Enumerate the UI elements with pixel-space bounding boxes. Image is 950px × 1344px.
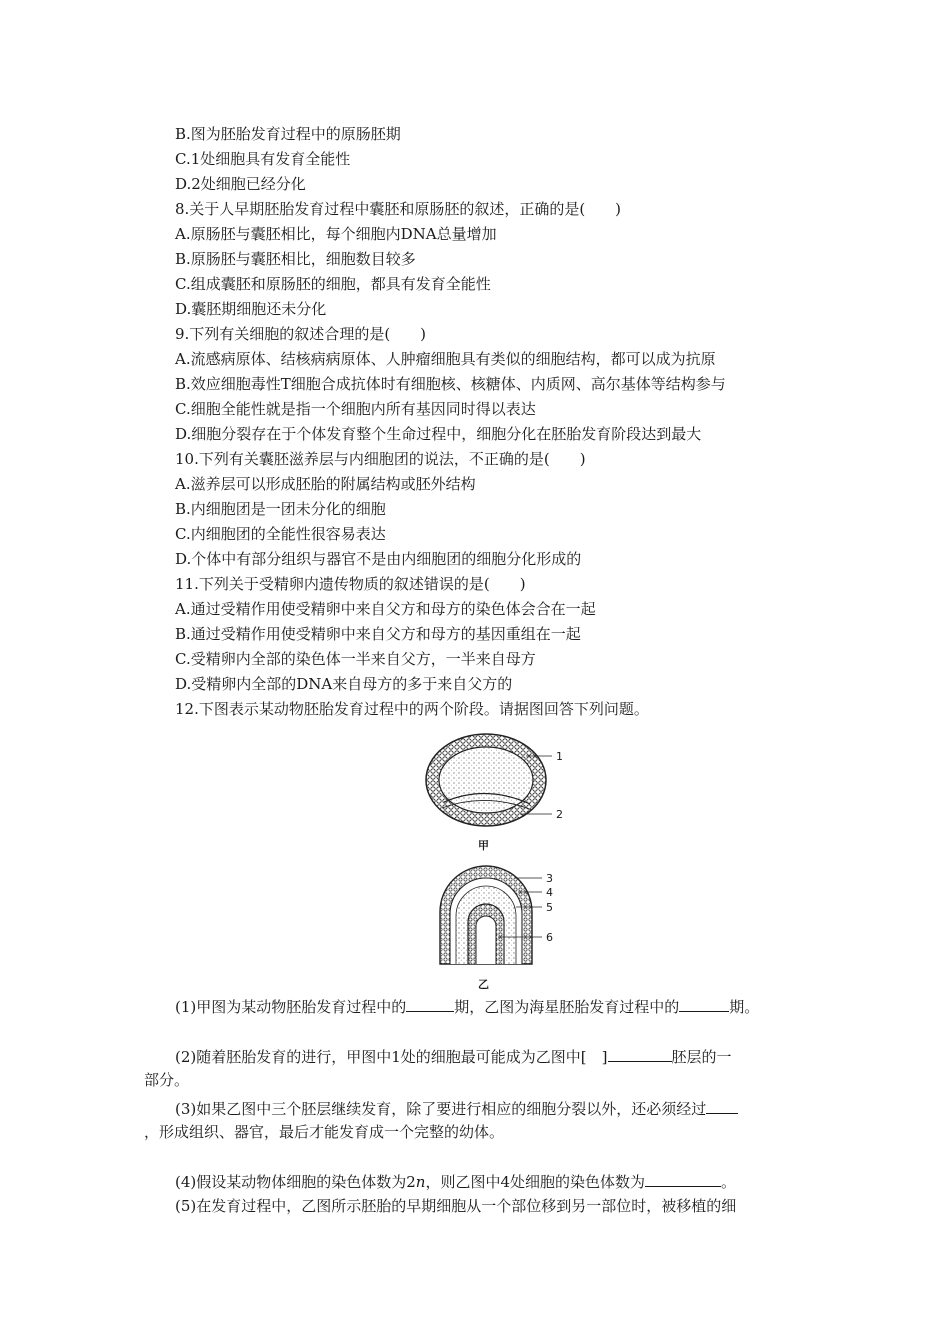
option-line: D.细胞分裂存在于个体发育整个生命过程中，细胞分化在胚胎发育阶段达到最大	[175, 425, 702, 443]
option-line: C.受精卵内全部的染色体一半来自父方，一半来自母方	[175, 650, 536, 668]
subquestion-2: (2)随着胚胎发育的进行，甲图中1处的细胞最可能成为乙图中[ ] 胚层的一	[175, 1045, 732, 1067]
option-line: C.内细胞团的全能性很容易表达	[175, 525, 386, 543]
option-line: D.2处细胞已经分化	[175, 175, 306, 193]
label-6: 6	[546, 931, 553, 944]
option-line: A.原肠胚与囊胚相比，每个细胞内DNA总量增加	[175, 225, 497, 243]
subquestion-3-cont: ，形成组织、器官，最后才能发育成一个完整的幼体。	[144, 1123, 505, 1141]
question-9: 9.下列有关细胞的叙述合理的是( )	[175, 325, 427, 343]
embryo-figure	[418, 732, 578, 992]
option-line: A.流感病原体、结核病病原体、人肿瘤细胞具有类似的细胞结构，都可以成为抗原	[175, 350, 716, 368]
answer-blank[interactable]	[645, 1170, 721, 1187]
question-10: 10.下列有关囊胚滋养层与内细胞团的说法，不正确的是( )	[175, 450, 586, 468]
answer-blank[interactable]	[706, 1097, 738, 1114]
figure-jia-embryo	[426, 734, 563, 852]
subquestion-4: (4)假设某动物体细胞的染色体数为2n，则乙图中4处细胞的染色体数为 。	[175, 1170, 736, 1192]
label-1: 1	[556, 750, 563, 763]
option-line: B.效应细胞毒性T细胞合成抗体时有细胞核、核糖体、内质网、高尔基体等结构参与	[175, 375, 726, 393]
label-4: 4	[546, 886, 553, 899]
option-line: A.滋养层可以形成胚胎的附属结构或胚外结构	[175, 475, 476, 493]
question-12: 12.下图表示某动物胚胎发育过程中的两个阶段。请据图回答下列问题。	[175, 700, 649, 718]
subquestion-5: (5)在发育过程中，乙图所示胚胎的早期细胞从一个部位移到另一部位时，被移植的细	[175, 1197, 737, 1215]
option-line: A.通过受精作用使受精卵中来自父方和母方的染色体会合在一起	[175, 600, 596, 618]
subquestion-3: (3)如果乙图中三个胚层继续发育，除了要进行相应的细胞分裂以外，还必须经过	[175, 1097, 738, 1119]
answer-blank[interactable]	[679, 995, 729, 1012]
subquestion-1: (1)甲图为某动物胚胎发育过程中的 期，乙图为海星胚胎发育过程中的 期。	[175, 995, 759, 1017]
option-line: B.内细胞团是一团未分化的细胞	[175, 500, 386, 518]
option-line: B.通过受精作用使受精卵中来自父方和母方的基因重组在一起	[175, 625, 581, 643]
answer-blank[interactable]	[608, 1045, 672, 1062]
answer-blank[interactable]	[406, 995, 454, 1012]
option-line: B.图为胚胎发育过程中的原肠胚期	[175, 125, 401, 143]
option-line: D.个体中有部分组织与器官不是由内细胞团的细胞分化形成的	[175, 550, 582, 568]
figure-label-jia: 甲	[478, 839, 489, 852]
figure-label-yi: 乙	[478, 978, 489, 991]
option-line: D.囊胚期细胞还未分化	[175, 300, 327, 318]
question-11: 11.下列关于受精卵内遗传物质的叙述错误的是( )	[175, 575, 526, 593]
label-2: 2	[556, 808, 563, 821]
option-line: C.组成囊胚和原肠胚的细胞，都具有发育全能性	[175, 275, 491, 293]
option-line: B.原肠胚与囊胚相比，细胞数目较多	[175, 250, 416, 268]
question-8: 8.关于人早期胚胎发育过程中囊胚和原肠胚的叙述，正确的是( )	[175, 200, 622, 218]
label-5: 5	[546, 901, 553, 914]
figure-yi-embryo	[440, 866, 553, 991]
option-line: C.细胞全能性就是指一个细胞内所有基因同时得以表达	[175, 400, 536, 418]
option-line: C.1处细胞具有发育全能性	[175, 150, 351, 168]
label-3: 3	[546, 872, 553, 885]
option-line: D.受精卵内全部的DNA来自母方的多于来自父方的	[175, 675, 513, 693]
subquestion-2-cont: 部分。	[144, 1071, 190, 1089]
